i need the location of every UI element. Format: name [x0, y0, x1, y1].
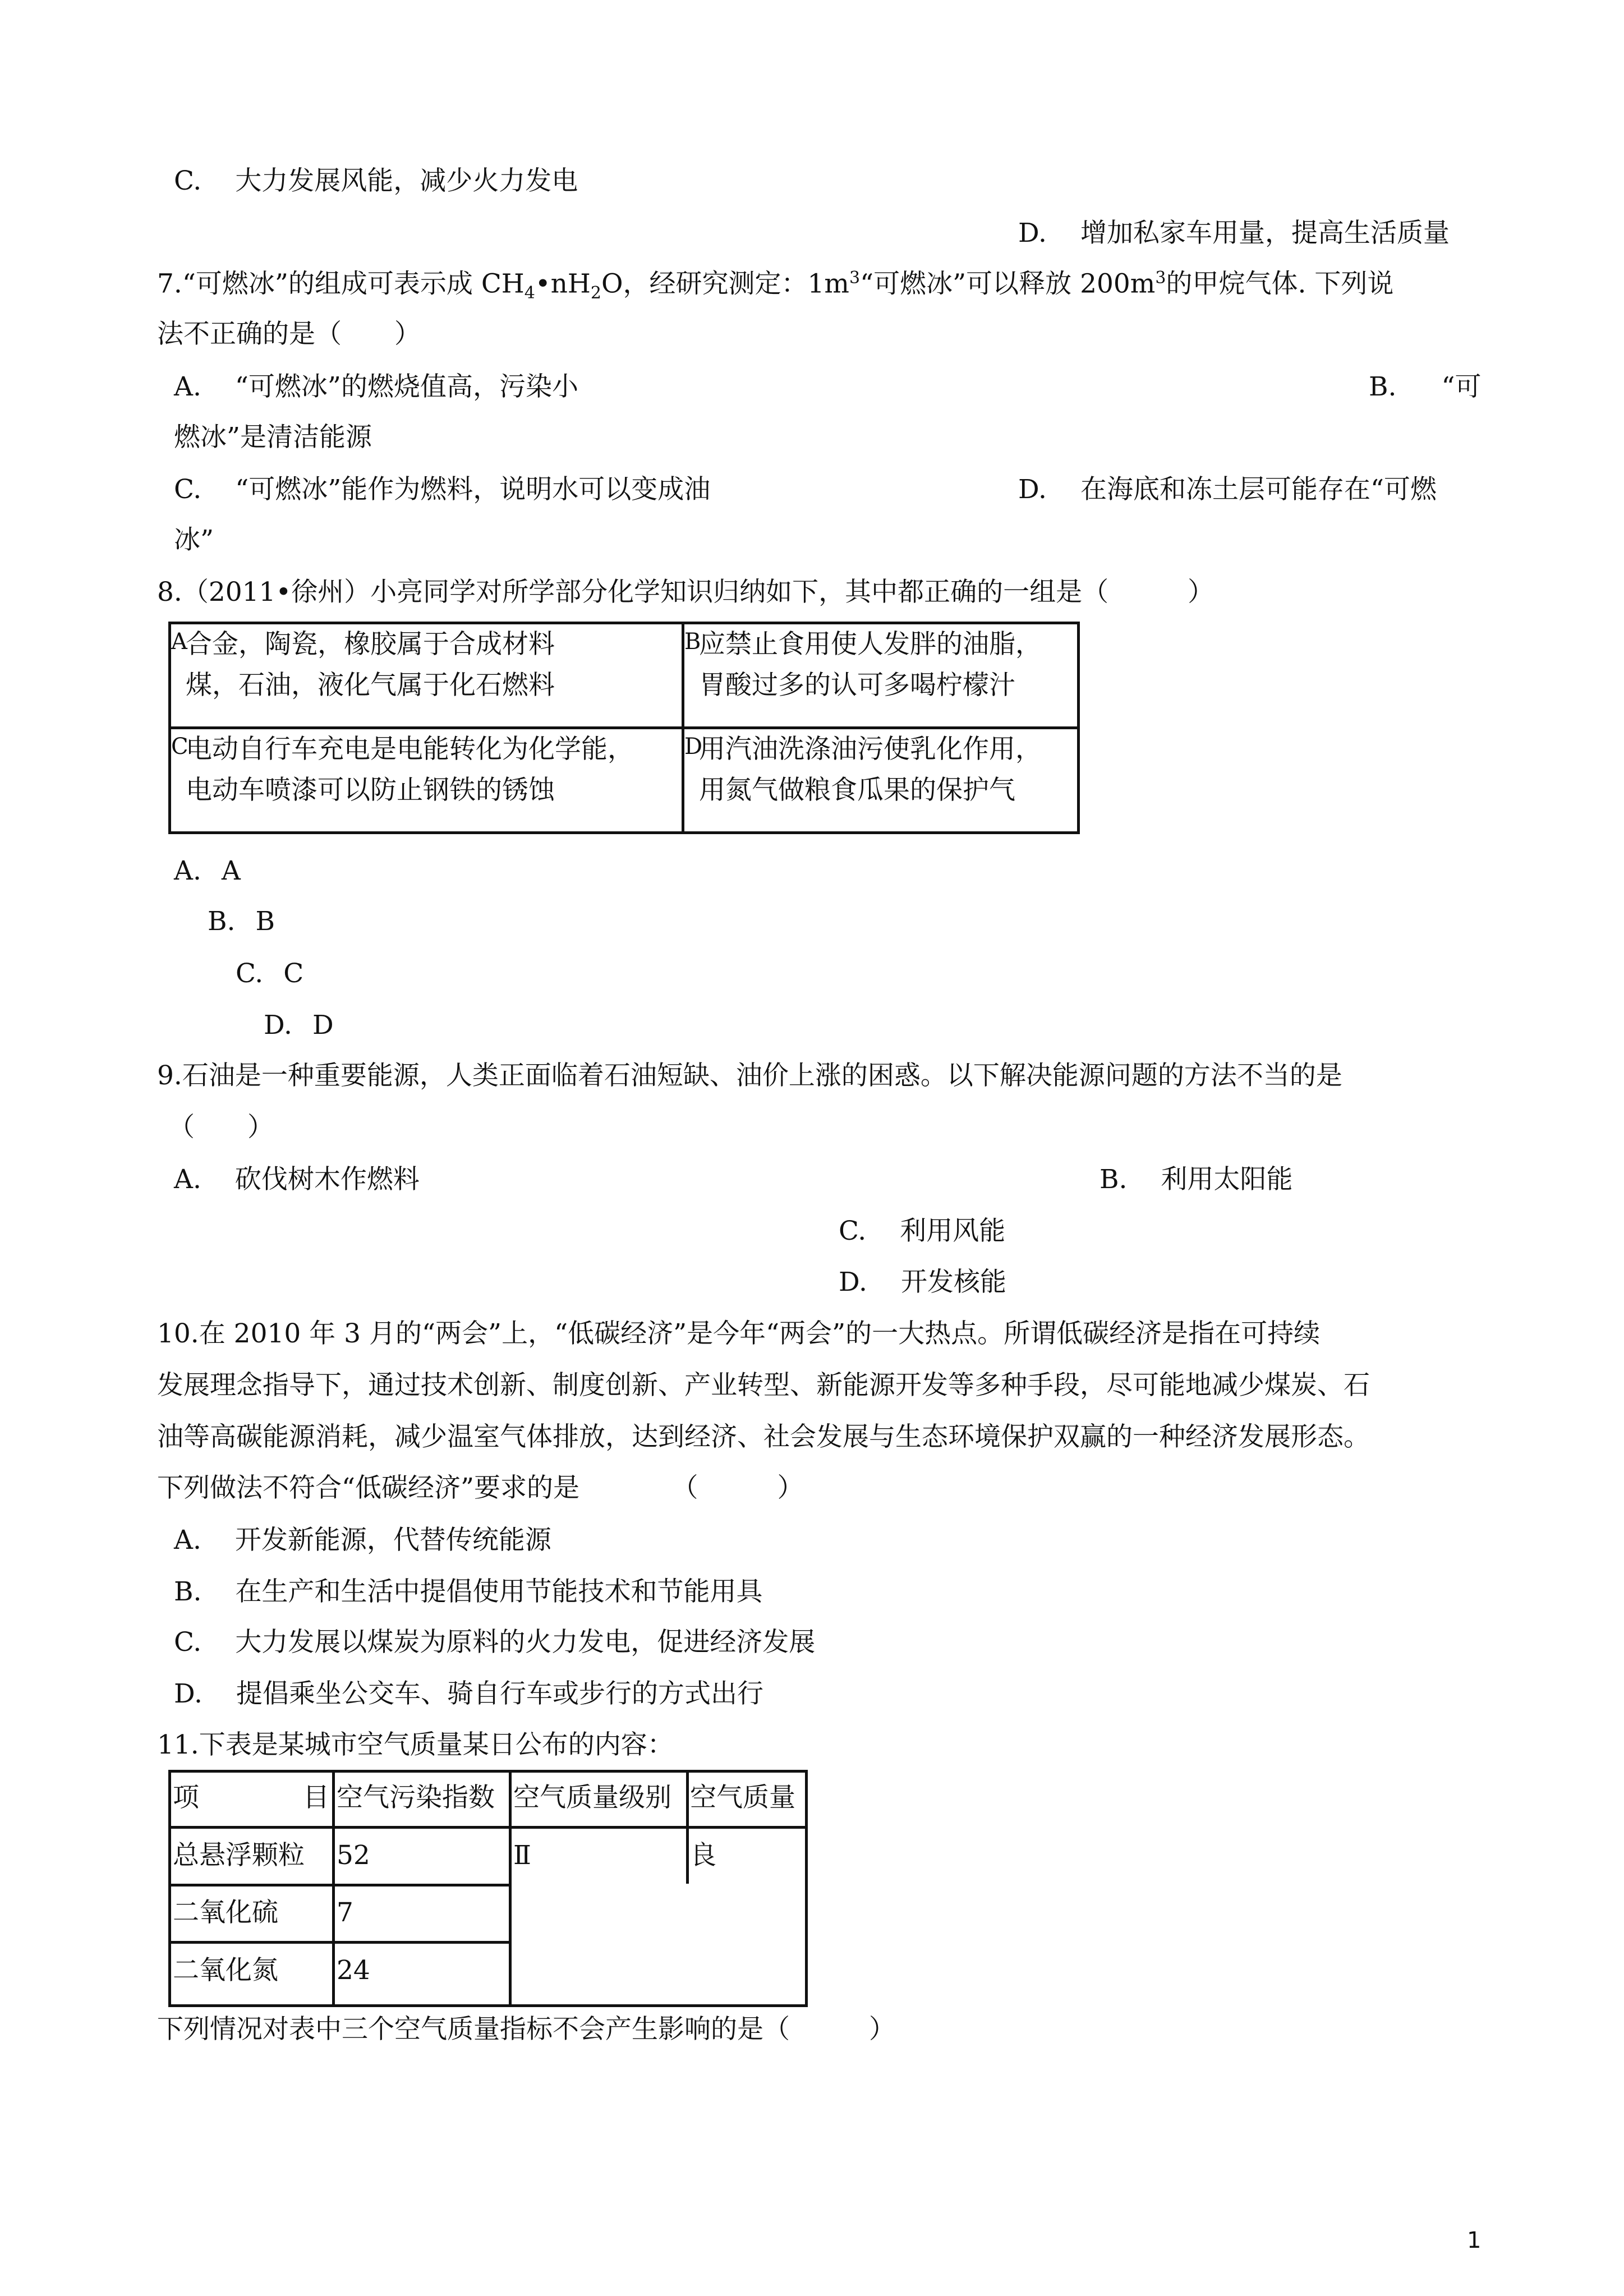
cell-line: 应禁止食用使人发胖的油脂， — [699, 629, 1042, 660]
q6-option-c — [174, 165, 578, 197]
cell-line: 用氮气做粮食瓜果的保护气 — [699, 774, 1015, 806]
q7-sup-3a: 3 — [849, 268, 861, 288]
q11-question: 下列情况对表中三个空气质量指标不会产生影响的是（ ） — [157, 2014, 895, 2045]
q7-option-b — [1369, 371, 1482, 403]
q9-option-d — [839, 1267, 1006, 1298]
row-name: 二氧化硫 — [173, 1897, 278, 1928]
option-letter: A. — [174, 371, 201, 402]
option-letter: C. — [174, 1627, 202, 1658]
cell-line: 胃酸过多的认可多喝柠檬汁 — [699, 669, 1015, 701]
option-text: A — [221, 855, 241, 886]
option-text: 砍伐树木作燃料 — [234, 1164, 420, 1195]
option-text: 利用风能 — [900, 1216, 1006, 1246]
option-letter: A. — [174, 1164, 201, 1195]
header-level: 空气质量级别 — [513, 1782, 671, 1813]
table-row — [170, 623, 1079, 728]
q10-option-a — [174, 1525, 551, 1556]
q8-options-table — [168, 622, 1080, 834]
option-text: 提倡乘坐公交车、骑自行车或步行的方式出行 — [236, 1678, 763, 1709]
page-number: 1 — [1467, 2228, 1482, 2253]
option-letter: D. — [1018, 218, 1047, 249]
option-letter: B. — [174, 1576, 202, 1607]
option-letter: D. — [264, 1010, 292, 1041]
option-text: “可燃冰”能作为燃料，说明水可以变成油 — [235, 474, 711, 505]
option-letter: D. — [1018, 474, 1047, 505]
option-text: 大力发展以煤炭为原料的火力发电，促进经济发展 — [235, 1627, 816, 1658]
option-letter: C. — [236, 958, 264, 989]
q7-text-b: •nH — [535, 268, 591, 300]
q9-option-c — [839, 1216, 1005, 1247]
option-text: 大力发展风能，减少火力发电 — [235, 165, 578, 196]
option-letter: C. — [839, 1216, 867, 1246]
q10-option-d — [174, 1678, 763, 1710]
q9-paren: （ ） — [168, 1112, 274, 1143]
q8-option-b — [208, 906, 275, 937]
q10-stem-line4: 下列做法不符合“低碳经济”要求的是 （ ） — [157, 1473, 804, 1503]
q7-sub-4: 4 — [524, 283, 535, 303]
option-text-part1: 在海底和冻土层可能存在“可燃 — [1080, 474, 1437, 505]
q7-text-d: “可燃冰”可以释放 200m — [860, 268, 1156, 300]
q7-stem-line2: 法不正确的是（ ） — [157, 319, 421, 349]
q7-sub-2: 2 — [590, 283, 601, 303]
table-cell-b — [683, 623, 1079, 728]
option-letter: B. — [208, 906, 236, 937]
option-text: 开发新能源，代替传统能源 — [234, 1525, 551, 1556]
q7-option-d — [1018, 474, 1437, 505]
q11-air-quality-table — [168, 1770, 808, 2007]
row-name: 二氧化氮 — [173, 1955, 278, 1986]
cell-line: 电动自行车充电是电能转化为化学能， — [186, 734, 634, 765]
option-text: 在生产和生活中提倡使用节能技术和节能用具 — [235, 1576, 763, 1607]
header-item-right: 目 — [303, 1782, 329, 1813]
level-value: Ⅱ — [513, 1840, 531, 1871]
row-value: 24 — [337, 1955, 370, 1986]
table-cell-d — [683, 728, 1079, 833]
cell-letter: B — [684, 629, 701, 655]
table-row — [170, 728, 1079, 833]
option-letter: B. — [1369, 371, 1397, 402]
cell-letter: D — [684, 734, 703, 760]
option-text: 开发核能 — [900, 1267, 1006, 1297]
option-letter: C. — [174, 165, 202, 196]
row-value: 52 — [337, 1840, 370, 1871]
option-text: C — [283, 958, 304, 989]
option-text-part1: “可 — [1441, 371, 1482, 402]
q7-text-c: O，经研究测定：1m — [601, 268, 849, 300]
q11-stem: 11.下表是某城市空气质量某日公布的内容： — [157, 1729, 674, 1760]
option-letter: C. — [174, 474, 202, 505]
q9-stem: 9.石油是一种重要能源，人类正面临着石油短缺、油价上涨的困惑。以下解决能源问题的方法不当的是 — [157, 1060, 1342, 1091]
cell-letter: C — [171, 734, 188, 760]
q7-option-a — [174, 371, 578, 403]
cell-letter: A — [171, 629, 187, 655]
header-index: 空气污染指数 — [337, 1782, 495, 1813]
q9-option-a — [174, 1164, 420, 1195]
q10-option-b — [174, 1576, 762, 1608]
q6-option-d — [1018, 218, 1450, 249]
q7-sup-3b: 3 — [1155, 268, 1166, 288]
q10-stem-line3: 油等高碳能源消耗，减少温室气体排放，达到经济、社会发展与生态环境保护双赢的一种经济发展形态。 — [157, 1421, 1370, 1452]
cell-line: 电动车喷漆可以防止钢铁的锈蚀 — [186, 774, 555, 806]
q8-option-c — [236, 958, 303, 990]
q8-option-a — [174, 855, 241, 887]
header-quality: 空气质量 — [690, 1782, 795, 1813]
q7-text-a: 7.“可燃冰”的组成可表示成 CH — [157, 268, 525, 300]
row-value: 7 — [337, 1897, 353, 1928]
option-text: B — [255, 906, 275, 937]
cell-line: 用汽油洗涤油污使乳化作用， — [699, 734, 1042, 765]
option-text: 利用太阳能 — [1161, 1164, 1293, 1195]
q10-option-c — [174, 1627, 815, 1658]
q8-stem: 8.（2011•徐州）小亮同学对所学部分化学知识归纳如下，其中都正确的一组是（ ） — [157, 577, 1214, 608]
option-letter: A. — [174, 1525, 201, 1556]
q7-text-e: 的甲烷气体. 下列说 — [1166, 268, 1394, 300]
cell-line: 煤，石油，液化气属于化石燃料 — [186, 669, 555, 701]
option-letter: D. — [174, 1678, 203, 1709]
row-name: 总悬浮颗粒 — [173, 1840, 305, 1871]
q7-stem-line1 — [157, 268, 1393, 303]
q7-option-b-continued: 燃冰”是清洁能源 — [174, 422, 372, 453]
option-letter: B. — [1099, 1164, 1128, 1195]
quality-value: 良 — [690, 1840, 716, 1871]
option-letter: D. — [839, 1267, 867, 1297]
cell-line: 合金，陶瓷，橡胶属于合成材料 — [186, 629, 555, 660]
q10-stem-line1: 10.在 2010 年 3 月的“两会”上，“低碳经济”是今年“两会”的一大热点。所谓低碳经济是指在可持续 — [157, 1318, 1321, 1349]
q8-option-d — [264, 1010, 334, 1041]
table-cell-a — [170, 623, 683, 728]
q9-option-b — [1099, 1164, 1292, 1195]
q7-option-d-continued: 冰” — [174, 524, 214, 555]
option-text: D — [312, 1010, 334, 1041]
option-letter: A. — [174, 855, 201, 886]
header-item-left: 项 — [173, 1782, 199, 1813]
option-text: “可燃冰”的燃烧值高，污染小 — [234, 371, 578, 402]
q10-stem-line2: 发展理念指导下，通过技术创新、制度创新、产业转型、新能源开发等多种手段，尽可能地减少煤炭、石 — [157, 1370, 1370, 1401]
q7-option-c — [174, 474, 710, 505]
table-cell-c — [170, 728, 683, 833]
option-text: 增加私家车用量，提高生活质量 — [1080, 218, 1450, 249]
